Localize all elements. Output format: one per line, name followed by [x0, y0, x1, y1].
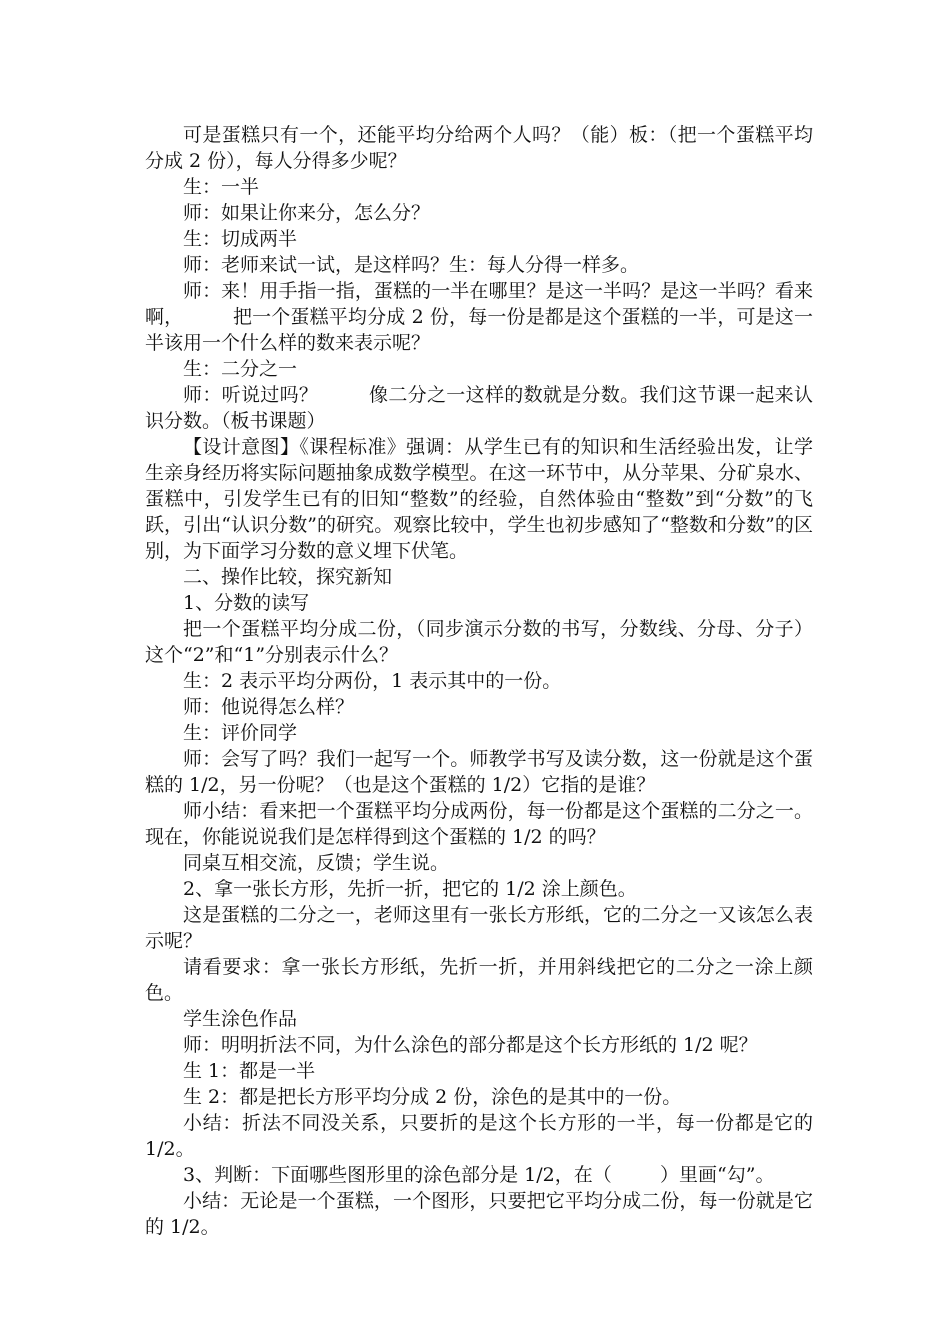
paragraph: 这是蛋糕的二分之一，老师这里有一张长方形纸，它的二分之一又该怎么表示呢？	[145, 904, 813, 952]
paragraph: 师：会写了吗？我们一起写一个。师教学书写及读分数，这一份就是这个蛋糕的 1/2，另一份呢？（也是这个蛋糕的 1/2）它指的是谁？	[145, 748, 813, 796]
subsection-heading: 3、判断：下面哪些图形里的涂色部分是 1/2，在（ ）里画“勾”。	[183, 1164, 775, 1186]
paragraph: 小结：折法不同没关系，只要折的是这个长方形的一半，每一份都是它的 1/2。	[145, 1112, 820, 1160]
paragraph: 生：2 表示平均分两份，1 表示其中的一份。	[183, 670, 562, 692]
paragraph: 生：一半	[183, 176, 260, 198]
paragraph: 师：明明折法不同，为什么涂色的部分都是这个长方形纸的 1/2 呢？	[183, 1034, 758, 1056]
document-page	[145, 122, 820, 1240]
section-heading: 二、操作比较，探究新知	[183, 566, 393, 588]
subsection-heading: 1、分数的读写	[183, 592, 310, 614]
paragraph: 师：如果让你来分，怎么分？	[183, 202, 431, 224]
paragraph: 生 2：都是把长方形平均分成 2 份，涂色的是其中的一份。	[183, 1086, 682, 1108]
paragraph: 生：评价同学	[183, 722, 298, 744]
paragraph: 学生涂色作品	[183, 1008, 298, 1030]
paragraph: 师：他说得怎么样？	[183, 696, 355, 718]
paragraph: 同桌互相交流，反馈；学生说。	[183, 852, 450, 874]
paragraph: 请看要求：拿一张长方形纸，先折一折，并用斜线把它的二分之一涂上颜色。	[145, 956, 813, 1004]
design-intent-paragraph: 【设计意图】《课程标准》强调：从学生已有的知识和生活经验出发，让学生亲身经历将实际问题抽象成数学模型。在这一环节中，从分苹果、分矿泉水、蛋糕中，引发学生已有的旧知“整数”的经验，自然体验由“整数”到“分数”的飞跃，引出“认识分数”的研究。观察比较中，学生也初步感知了“整数和分数”的区别，为下面学习分数的意义埋下伏笔。	[145, 436, 813, 562]
paragraph: 可是蛋糕只有一个，还能平均分给两个人吗？（能）板：（把一个蛋糕平均分成 2 份），每人分得多少呢？	[145, 124, 813, 172]
paragraph: 生：切成两半	[183, 228, 298, 250]
paragraph: 师：老师来试一试，是这样吗？生：每人分得一样多。	[183, 254, 640, 276]
paragraph: 把一个蛋糕平均分成二份，（同步演示分数的书写，分数线、分母、分子）这个“2”和“1”分别表示什么？	[145, 618, 813, 666]
paragraph: 生：二分之一	[183, 358, 298, 380]
paragraph: 师小结：看来把一个蛋糕平均分成两份，每一份都是这个蛋糕的二分之一。现在，你能说说我们是怎样得到这个蛋糕的 1/2 的吗？	[145, 800, 813, 848]
paragraph: 师：来！用手指一指，蛋糕的一半在哪里？是这一半吗？是这一半吗？看来啊， 把一个蛋糕平均分成 2 份，每一份是都是这个蛋糕的一半，可是这一半该用一个什么样的数来表示呢？	[145, 280, 813, 354]
paragraph: 师：听说过吗？ 像二分之一这样的数就是分数。我们这节课一起来认识分数。（板书课题）	[145, 384, 813, 432]
paragraph: 小结：无论是一个蛋糕，一个图形，只要把它平均分成二份，每一份就是它的 1/2。	[145, 1190, 813, 1238]
subsection-heading: 2、拿一张长方形，先折一折，把它的 1/2 涂上颜色。	[183, 878, 637, 900]
paragraph: 生 1：都是一半	[183, 1060, 316, 1082]
